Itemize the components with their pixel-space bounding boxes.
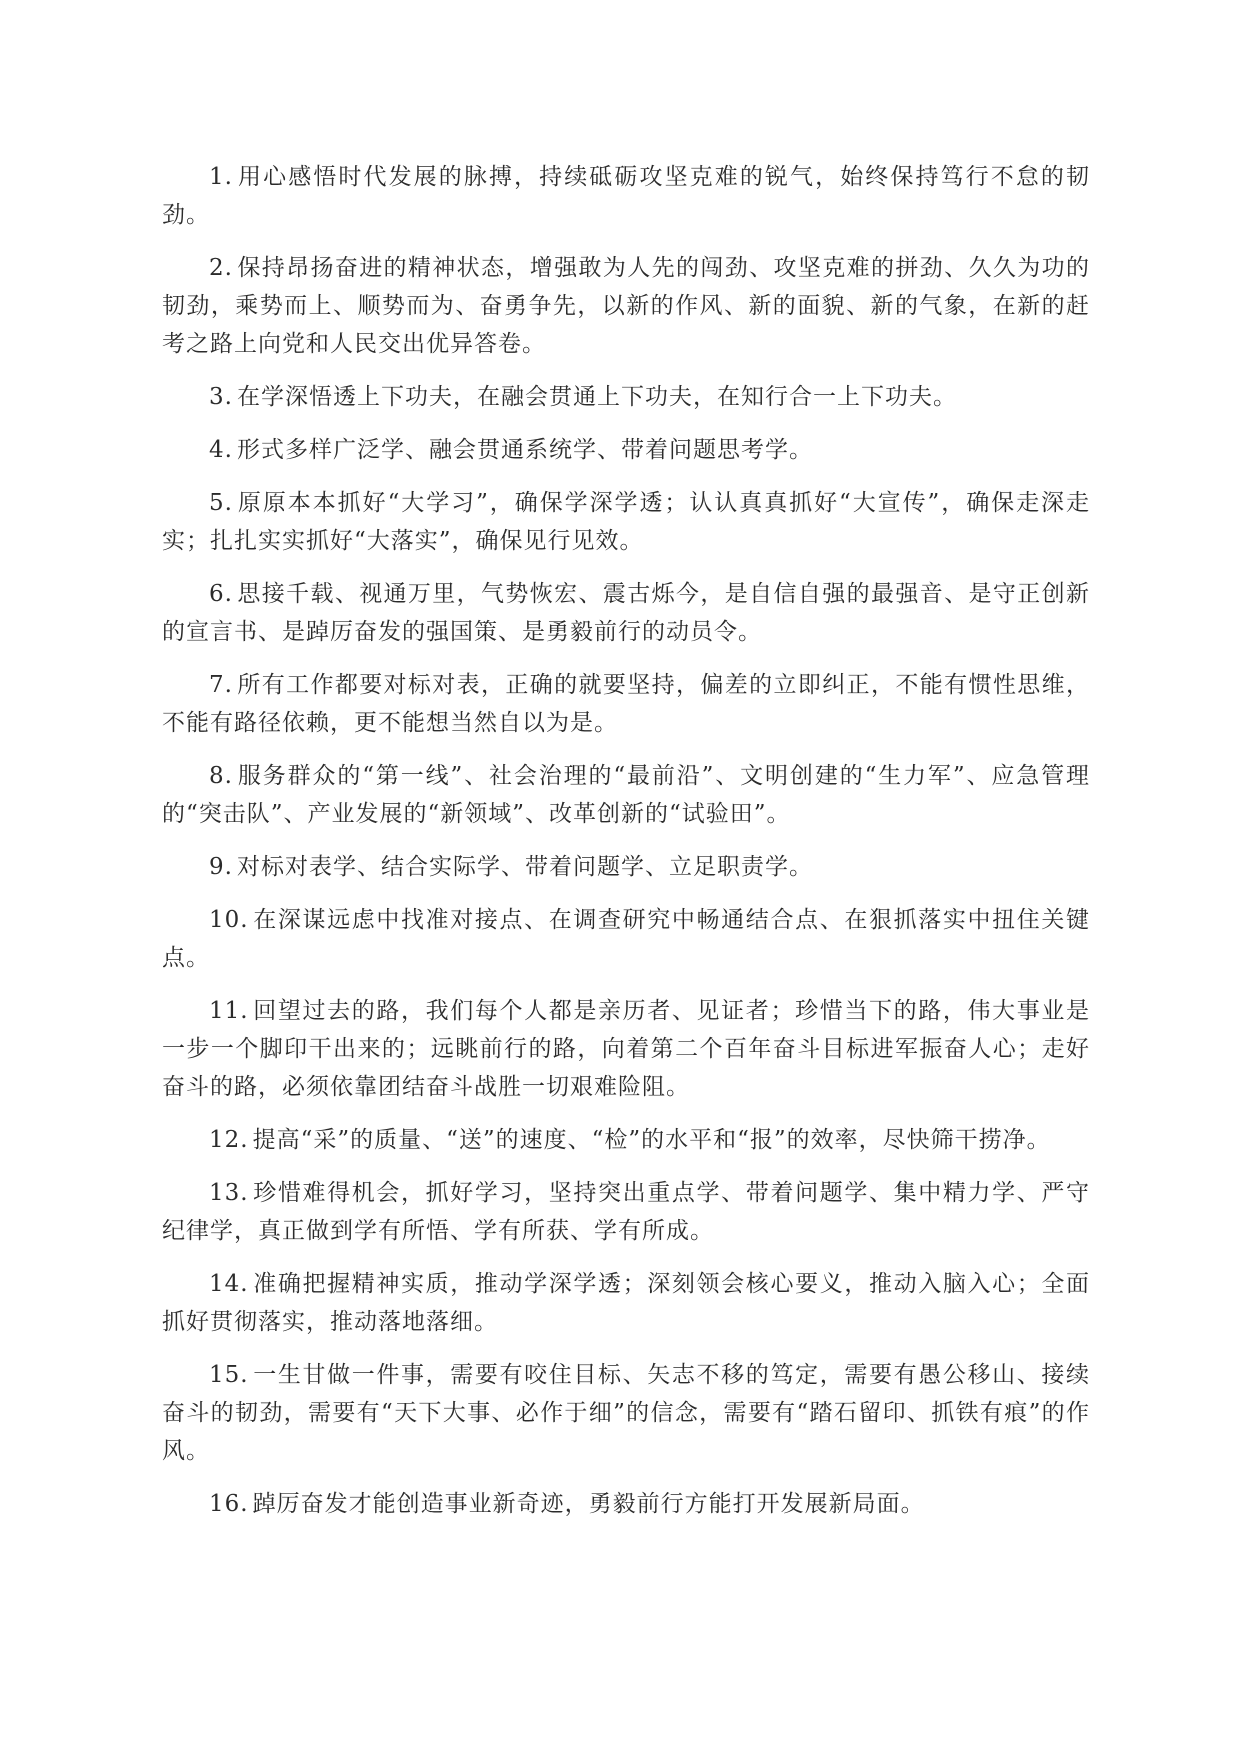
paragraph-16 [162,1485,1090,1523]
paragraph-1 [162,158,1090,234]
paragraph-number: 5. [209,490,233,516]
paragraph-number: 12. [209,1127,249,1153]
paragraph-5 [162,484,1090,560]
paragraph-text: 准确把握精神实质，推动学深学透；深刻领会核心要义，推动入脑入心；全面抓好贯彻落实，推动落地落细。 [162,1271,1090,1335]
paragraph-text: 在深谋远虑中找准对接点、在调查研究中畅通结合点、在狠抓落实中扭住关键点。 [162,907,1090,971]
paragraph-text: 形式多样广泛学、融会贯通系统学、带着问题思考学。 [236,437,813,463]
paragraph-number: 1. [209,164,233,190]
paragraph-number: 7. [209,672,233,698]
paragraph-text: 原原本本抓好“大学习”，确保学深学透；认认真真抓好“大宣传”，确保走深走实；扎扎实实抓好“大落实”，确保见行见效。 [162,490,1090,554]
paragraph-number: 2. [209,255,233,281]
paragraph-text: 对标对表学、结合实际学、带着问题学、立足职责学。 [236,854,813,880]
paragraph-text: 思接千载、视通万里，气势恢宏、震古烁今，是自信自强的最强音、是守正创新的宣言书、是踔厉奋发的强国策、是勇毅前行的动员令。 [162,581,1090,645]
paragraph-number: 6. [209,581,233,607]
paragraph-text: 珍惜难得机会，抓好学习，坚持突出重点学、带着问题学、集中精力学、严守纪律学，真正做到学有所悟、学有所获、学有所成。 [162,1180,1090,1244]
paragraph-14 [162,1265,1090,1341]
paragraph-text: 服务群众的“第一线”、社会治理的“最前沿”、文明创建的“生力军”、应急管理的“突击队”、产业发展的“新领域”、改革创新的“试验田”。 [162,763,1090,827]
paragraph-10 [162,901,1090,977]
paragraph-12 [162,1121,1090,1159]
paragraph-7 [162,666,1090,742]
paragraph-number: 3. [209,384,233,410]
paragraph-text: 提高“采”的质量、“送”的速度、“检”的水平和“报”的效率，尽快筛干捞净。 [252,1127,1051,1153]
paragraph-number: 10. [209,907,249,933]
paragraph-11 [162,992,1090,1106]
paragraph-number: 9. [209,854,233,880]
paragraph-number: 11. [209,998,249,1024]
paragraph-15 [162,1356,1090,1470]
paragraph-6 [162,575,1090,651]
paragraph-8 [162,757,1090,833]
paragraph-13 [162,1174,1090,1250]
paragraph-text: 保持昂扬奋进的精神状态，增强敢为人先的闯劲、攻坚克难的拼劲、久久为功的韧劲，乘势而上、顺势而为、奋勇争先，以新的作风、新的面貌、新的气象，在新的赶考之路上向党和人民交出优异答卷。 [162,255,1090,357]
paragraph-9 [162,848,1090,886]
paragraph-2 [162,249,1090,363]
paragraph-4 [162,431,1090,469]
paragraph-number: 15. [209,1362,249,1388]
paragraph-text: 在学深悟透上下功夫，在融会贯通上下功夫，在知行合一上下功夫。 [236,384,957,410]
document-body [162,158,1090,1538]
paragraph-text: 回望过去的路，我们每个人都是亲历者、见证者；珍惜当下的路，伟大事业是一步一个脚印干出来的；远眺前行的路，向着第二个百年奋斗目标进军振奋人心；走好奋斗的路，必须依靠团结奋斗战胜一切艰难险阻。 [162,998,1090,1100]
paragraph-3 [162,378,1090,416]
paragraph-text: 踔厉奋发才能创造事业新奇迹，勇毅前行方能打开发展新局面。 [252,1491,925,1517]
paragraph-number: 14. [209,1271,249,1297]
paragraph-number: 13. [209,1180,249,1206]
paragraph-text: 所有工作都要对标对表，正确的就要坚持，偏差的立即纠正，不能有惯性思维，不能有路径依赖，更不能想当然自以为是。 [162,672,1090,736]
paragraph-number: 4. [209,437,233,463]
paragraph-number: 16. [209,1491,249,1517]
paragraph-number: 8. [209,763,233,789]
paragraph-text: 用心感悟时代发展的脉搏，持续砥砺攻坚克难的锐气，始终保持笃行不怠的韧劲。 [162,164,1090,228]
paragraph-text: 一生甘做一件事，需要有咬住目标、矢志不移的笃定，需要有愚公移山、接续奋斗的韧劲，需要有“天下大事、必作于细”的信念，需要有“踏石留印、抓铁有痕”的作风。 [162,1362,1090,1464]
